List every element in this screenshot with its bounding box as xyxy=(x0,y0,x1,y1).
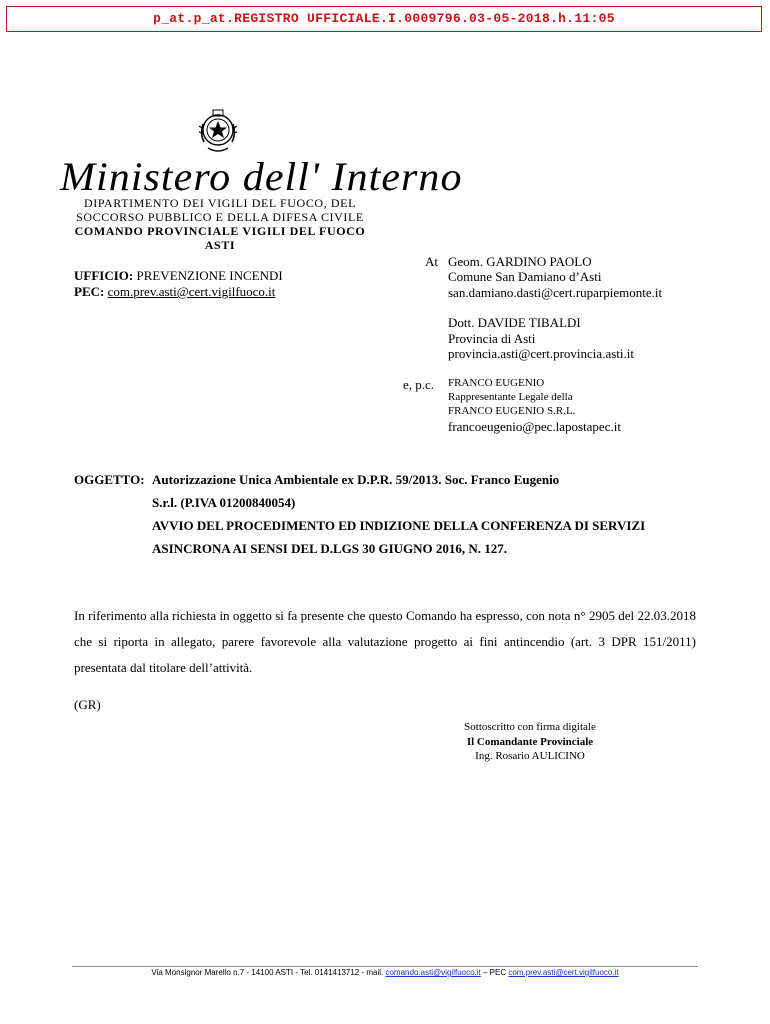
recipient-1-name: Geom. GARDINO PAOLO xyxy=(448,254,592,269)
cc-email[interactable]: francoeugenio@pec.lapostapec.it xyxy=(448,419,621,434)
pec-label: PEC: xyxy=(74,284,105,299)
ufficio-label: UFFICIO: xyxy=(74,268,134,283)
signature-name: Ing. Rosario AULICINO xyxy=(475,750,585,762)
footer-mail-link[interactable]: comando.asti@vigilfuoco.it xyxy=(385,968,481,977)
office-info xyxy=(74,268,283,300)
recipient-1-email[interactable]: san.damiano.dasti@cert.ruparpiemonte.it xyxy=(448,285,663,300)
command-city: ASTI xyxy=(204,238,236,252)
initials: (GR) xyxy=(74,697,101,712)
protocol-stamp: p_at.p_at.REGISTRO UFFICIALE.I.0009796.03-05-2018.h.11:05 xyxy=(6,6,762,32)
provincial-command: COMANDO PROVINCIALE VIGILI DEL FUOCO xyxy=(74,224,366,238)
department-line-1: DIPARTIMENTO DEI VIGILI DEL FUOCO, DEL xyxy=(83,196,357,210)
cc-name: FRANCO EUGENIO xyxy=(448,377,545,389)
footer-pec-prefix: – PEC xyxy=(483,968,507,977)
cc-role: Rappresentante Legale della xyxy=(448,391,573,403)
recipient-cc-prefix: e, p.c. xyxy=(403,377,435,392)
recipient-to-prefix: At xyxy=(425,254,438,269)
cc-company: FRANCO EUGENIO S.R.L. xyxy=(448,405,576,417)
footer-pec-link[interactable]: com.prev.asti@cert.vigilfuoco.it xyxy=(508,968,619,977)
recipient-2-email[interactable]: provincia.asti@cert.provincia.asti.it xyxy=(448,346,634,361)
signature-note: Sottoscritto con firma digitale xyxy=(464,721,596,733)
subject-label: OGGETTO: xyxy=(74,472,145,487)
ministry-title: Ministero dell' Interno xyxy=(60,154,463,199)
footer-divider xyxy=(72,966,698,967)
italian-republic-emblem-icon xyxy=(196,106,240,156)
subject-line-1: Autorizzazione Unica Ambientale ex D.P.R. 59/2013. Soc. Franco Eugenio xyxy=(152,472,560,487)
subject-line-4: ASINCRONA AI SENSI DEL D.LGS 30 GIUGNO 2016, N. 127. xyxy=(152,541,508,556)
subject-line-3: AVVIO DEL PROCEDIMENTO ED INDIZIONE DELLA CONFERENZA DI SERVIZI xyxy=(152,518,646,533)
department-line-2: SOCCORSO PUBBLICO E DELLA DIFESA CIVILE xyxy=(76,210,364,224)
pec-link[interactable]: com.prev.asti@cert.vigilfuoco.it xyxy=(107,284,276,299)
body-paragraph: In riferimento alla richiesta in oggetto si fa presente che questo Comando ha espresso, con nota n° 2905 del 22.03.2018 che si riporta in allegato, parere favorevole alla valutazione progetto ai fini antincendio (art. 3 DPR 151/2011) presentata dal titolare dell’attività. xyxy=(74,608,696,675)
recipient-2-name: Dott. DAVIDE TIBALDI xyxy=(448,315,581,330)
recipient-2-org: Provincia di Asti xyxy=(448,331,536,346)
footer-address: Via Monsignor Marello n.7 - 14100 ASTI - Tel. 0141413712 - mail. xyxy=(151,968,384,977)
subject-line-2: S.r.l. (P.IVA 01200840054) xyxy=(152,495,296,510)
ufficio-value: PREVENZIONE INCENDI xyxy=(136,268,283,283)
recipient-1-org: Comune San Damiano d’Asti xyxy=(448,269,602,284)
footer xyxy=(72,968,698,977)
signature-title: Il Comandante Provinciale xyxy=(466,736,594,748)
